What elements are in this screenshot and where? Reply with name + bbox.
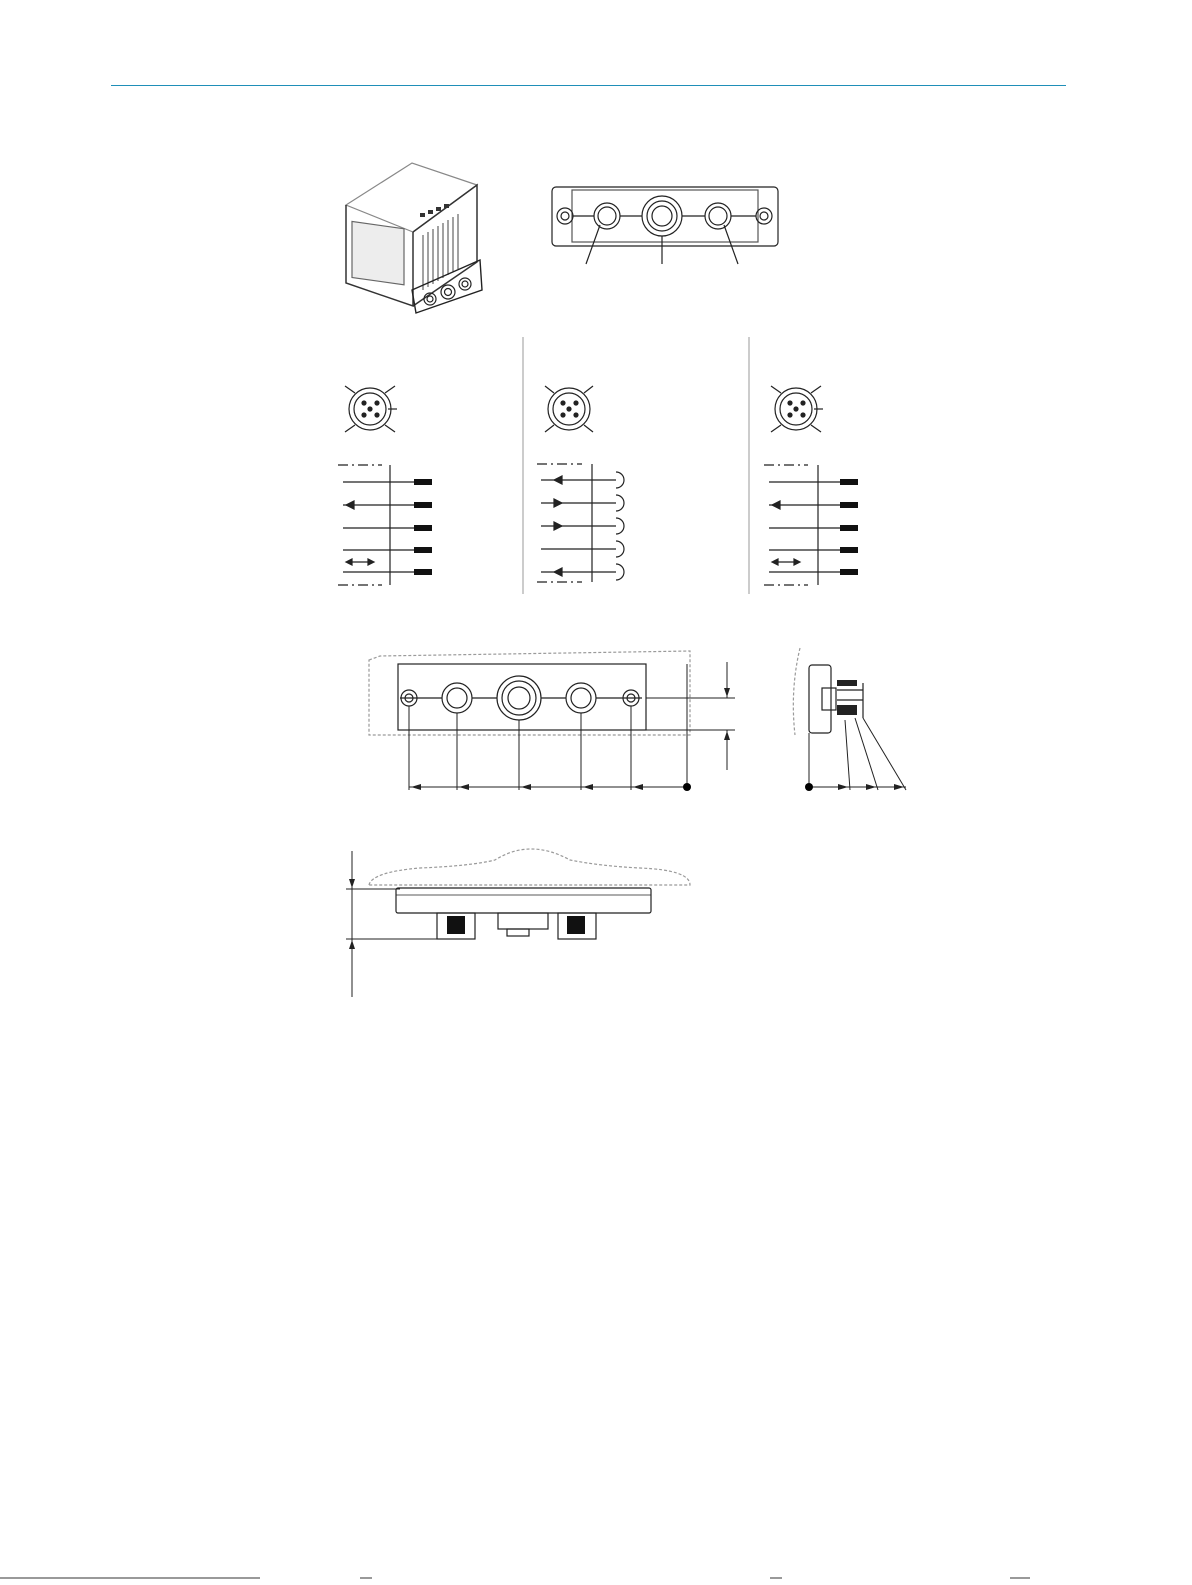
pin-assignment-right <box>764 386 858 585</box>
page-bottom-edge <box>0 1576 1192 1585</box>
device-isometric <box>346 163 482 313</box>
dimension-side-view <box>793 648 906 791</box>
dimension-front-view <box>369 651 735 791</box>
pin-assignment-left <box>338 386 432 585</box>
connector-panel-front <box>552 187 778 264</box>
dimension-top-view <box>346 849 690 997</box>
pin-assignment-middle <box>537 386 624 582</box>
